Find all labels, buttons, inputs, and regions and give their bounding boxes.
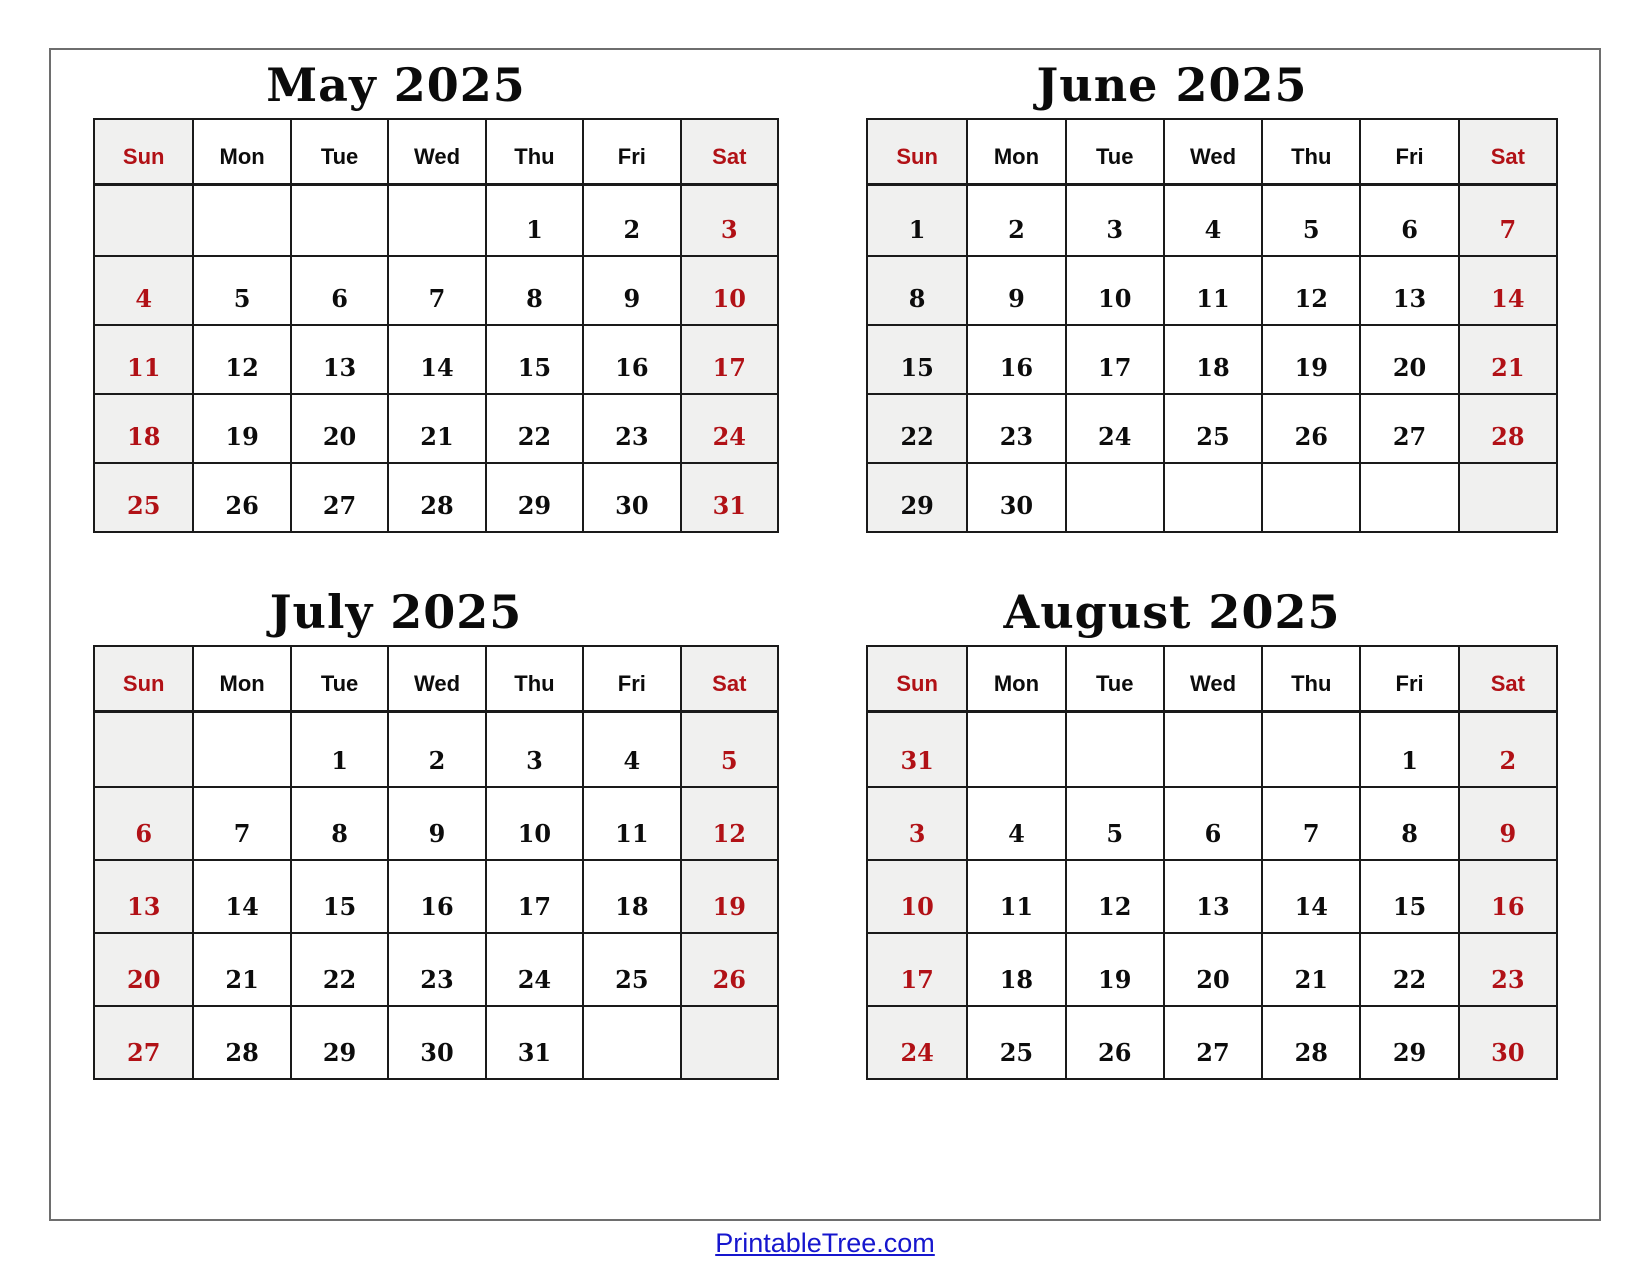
- day-cell: 21: [1458, 324, 1556, 393]
- month-calendar-july: [93, 582, 779, 1080]
- day-cell: 17: [485, 859, 582, 932]
- day-cell: 1: [1359, 713, 1457, 786]
- day-cell: 29: [485, 462, 582, 531]
- day-cell: 29: [290, 1005, 387, 1078]
- weekday-header-tue: Tue: [290, 647, 387, 713]
- day-cell: 26: [192, 462, 289, 531]
- day-cell: 13: [1163, 859, 1261, 932]
- day-cell: 25: [582, 932, 679, 1005]
- weekday-header-fri: Fri: [1359, 647, 1457, 713]
- day-cell: 10: [680, 255, 777, 324]
- day-cell: 22: [485, 393, 582, 462]
- day-cell: 9: [582, 255, 679, 324]
- day-cell: 22: [1359, 932, 1457, 1005]
- weekday-header-fri: Fri: [582, 120, 679, 186]
- weekday-header-mon: Mon: [966, 120, 1064, 186]
- weekday-header-sun: Sun: [868, 120, 966, 186]
- day-cell: 17: [868, 932, 966, 1005]
- day-cell: 20: [290, 393, 387, 462]
- day-cell: 8: [1359, 786, 1457, 859]
- weekday-header-thu: Thu: [485, 647, 582, 713]
- day-cell: 13: [1359, 255, 1457, 324]
- day-cell: 16: [1458, 859, 1556, 932]
- day-cell: 16: [582, 324, 679, 393]
- day-cell: 14: [387, 324, 484, 393]
- day-cell-empty: [1163, 713, 1261, 786]
- day-cell: 30: [1458, 1005, 1556, 1078]
- day-cell: 29: [1359, 1005, 1457, 1078]
- day-cell: 27: [1359, 393, 1457, 462]
- day-cell: 14: [1261, 859, 1359, 932]
- day-cell: 11: [582, 786, 679, 859]
- day-cell-empty: [95, 186, 192, 255]
- day-cell: 7: [387, 255, 484, 324]
- day-cell: 23: [582, 393, 679, 462]
- month-title-august: August 2025: [1003, 585, 1341, 639]
- weekday-header-sun: Sun: [95, 120, 192, 186]
- weekday-header-wed: Wed: [387, 120, 484, 186]
- weekday-header-mon: Mon: [966, 647, 1064, 713]
- day-cell: 4: [1163, 186, 1261, 255]
- weekday-header-thu: Thu: [485, 120, 582, 186]
- day-cell: 19: [192, 393, 289, 462]
- day-cell: 5: [192, 255, 289, 324]
- day-cell: 23: [966, 393, 1064, 462]
- day-cell-empty: [1065, 462, 1163, 531]
- month-title-may: May 2025: [266, 58, 526, 112]
- day-cell: 18: [95, 393, 192, 462]
- day-cell-empty: [680, 1005, 777, 1078]
- day-cell: 31: [868, 713, 966, 786]
- day-cell: 26: [1065, 1005, 1163, 1078]
- day-cell: 17: [680, 324, 777, 393]
- day-cell: 3: [868, 786, 966, 859]
- month-title-june: June 2025: [1036, 58, 1308, 112]
- day-cell: 8: [290, 786, 387, 859]
- weekday-header-thu: Thu: [1261, 120, 1359, 186]
- day-cell: 27: [95, 1005, 192, 1078]
- day-cell: 3: [485, 713, 582, 786]
- day-cell: 14: [192, 859, 289, 932]
- day-cell: 8: [485, 255, 582, 324]
- day-cell: 28: [387, 462, 484, 531]
- day-cell: 16: [966, 324, 1064, 393]
- day-cell: 29: [868, 462, 966, 531]
- day-cell: 10: [1065, 255, 1163, 324]
- day-cell: 6: [95, 786, 192, 859]
- day-cell: 4: [95, 255, 192, 324]
- day-cell: 12: [1261, 255, 1359, 324]
- day-cell: 7: [1261, 786, 1359, 859]
- day-cell: 25: [966, 1005, 1064, 1078]
- day-cell-empty: [387, 186, 484, 255]
- day-cell: 17: [1065, 324, 1163, 393]
- day-cell: 1: [290, 713, 387, 786]
- day-cell: 26: [680, 932, 777, 1005]
- month-calendar-august: [866, 582, 1558, 1080]
- month-calendar-june: [866, 55, 1558, 533]
- day-cell-empty: [1261, 713, 1359, 786]
- day-cell: 19: [1261, 324, 1359, 393]
- weekday-header-wed: Wed: [1163, 647, 1261, 713]
- weekday-header-sat: Sat: [680, 120, 777, 186]
- day-cell: 12: [1065, 859, 1163, 932]
- day-cell: 27: [1163, 1005, 1261, 1078]
- footer: [0, 1228, 1650, 1259]
- day-cell: 21: [192, 932, 289, 1005]
- weekday-header-mon: Mon: [192, 120, 289, 186]
- weekday-header-thu: Thu: [1261, 647, 1359, 713]
- day-cell: 28: [1261, 1005, 1359, 1078]
- month-grid-may: [93, 118, 779, 533]
- weekday-header-wed: Wed: [387, 647, 484, 713]
- weekday-header-sat: Sat: [680, 647, 777, 713]
- weekday-header-sun: Sun: [95, 647, 192, 713]
- day-cell: 15: [485, 324, 582, 393]
- weekday-header-mon: Mon: [192, 647, 289, 713]
- day-cell-empty: [1458, 462, 1556, 531]
- day-cell-empty: [290, 186, 387, 255]
- day-cell: 9: [387, 786, 484, 859]
- weekday-header-sat: Sat: [1458, 647, 1556, 713]
- day-cell: 18: [966, 932, 1064, 1005]
- day-cell: 5: [1261, 186, 1359, 255]
- day-cell: 30: [582, 462, 679, 531]
- day-cell: 12: [192, 324, 289, 393]
- day-cell: 20: [95, 932, 192, 1005]
- day-cell-empty: [192, 186, 289, 255]
- day-cell: 23: [387, 932, 484, 1005]
- day-cell-empty: [966, 713, 1064, 786]
- weekday-header-tue: Tue: [1065, 120, 1163, 186]
- day-cell: 19: [680, 859, 777, 932]
- day-cell: 26: [1261, 393, 1359, 462]
- day-cell: 2: [387, 713, 484, 786]
- day-cell: 21: [387, 393, 484, 462]
- day-cell: 28: [192, 1005, 289, 1078]
- day-cell: 24: [868, 1005, 966, 1078]
- day-cell: 31: [485, 1005, 582, 1078]
- day-cell: 20: [1359, 324, 1457, 393]
- day-cell: 4: [966, 786, 1064, 859]
- month-grid-august: [866, 645, 1558, 1080]
- day-cell: 10: [868, 859, 966, 932]
- day-cell-empty: [582, 1005, 679, 1078]
- month-grid-june: [866, 118, 1558, 533]
- day-cell-empty: [95, 713, 192, 786]
- day-cell: 6: [1163, 786, 1261, 859]
- day-cell-empty: [1163, 462, 1261, 531]
- day-cell: 5: [680, 713, 777, 786]
- day-cell: 9: [1458, 786, 1556, 859]
- day-cell: 1: [485, 186, 582, 255]
- day-cell: 18: [582, 859, 679, 932]
- day-cell: 7: [1458, 186, 1556, 255]
- day-cell-empty: [1065, 713, 1163, 786]
- day-cell-empty: [1261, 462, 1359, 531]
- weekday-header-tue: Tue: [1065, 647, 1163, 713]
- day-cell: 24: [1065, 393, 1163, 462]
- day-cell: 5: [1065, 786, 1163, 859]
- weekday-header-tue: Tue: [290, 120, 387, 186]
- day-cell: 18: [1163, 324, 1261, 393]
- day-cell: 24: [485, 932, 582, 1005]
- day-cell: 11: [95, 324, 192, 393]
- day-cell: 2: [582, 186, 679, 255]
- day-cell: 21: [1261, 932, 1359, 1005]
- day-cell: 11: [1163, 255, 1261, 324]
- month-calendar-may: [93, 55, 779, 533]
- day-cell: 13: [95, 859, 192, 932]
- day-cell: 24: [680, 393, 777, 462]
- day-cell-empty: [1359, 462, 1457, 531]
- day-cell: 15: [290, 859, 387, 932]
- weekday-header-fri: Fri: [1359, 120, 1457, 186]
- day-cell: 6: [290, 255, 387, 324]
- day-cell: 6: [1359, 186, 1457, 255]
- day-cell-empty: [192, 713, 289, 786]
- day-cell: 20: [1163, 932, 1261, 1005]
- day-cell: 31: [680, 462, 777, 531]
- weekday-header-sat: Sat: [1458, 120, 1556, 186]
- day-cell: 2: [1458, 713, 1556, 786]
- day-cell: 15: [868, 324, 966, 393]
- day-cell: 9: [966, 255, 1064, 324]
- day-cell: 2: [966, 186, 1064, 255]
- day-cell: 27: [290, 462, 387, 531]
- day-cell: 25: [95, 462, 192, 531]
- day-cell: 1: [868, 186, 966, 255]
- day-cell: 22: [868, 393, 966, 462]
- day-cell: 12: [680, 786, 777, 859]
- weekday-header-fri: Fri: [582, 647, 679, 713]
- day-cell: 8: [868, 255, 966, 324]
- day-cell: 10: [485, 786, 582, 859]
- day-cell: 30: [966, 462, 1064, 531]
- day-cell: 3: [680, 186, 777, 255]
- day-cell: 4: [582, 713, 679, 786]
- day-cell: 7: [192, 786, 289, 859]
- day-cell: 13: [290, 324, 387, 393]
- day-cell: 28: [1458, 393, 1556, 462]
- month-title-july: July 2025: [269, 585, 523, 639]
- day-cell: 22: [290, 932, 387, 1005]
- day-cell: 25: [1163, 393, 1261, 462]
- day-cell: 16: [387, 859, 484, 932]
- day-cell: 3: [1065, 186, 1163, 255]
- day-cell: 23: [1458, 932, 1556, 1005]
- day-cell: 11: [966, 859, 1064, 932]
- month-grid-july: [93, 645, 779, 1080]
- weekday-header-wed: Wed: [1163, 120, 1261, 186]
- day-cell: 15: [1359, 859, 1457, 932]
- day-cell: 19: [1065, 932, 1163, 1005]
- printabletree-link[interactable]: PrintableTree.com: [715, 1228, 935, 1258]
- day-cell: 30: [387, 1005, 484, 1078]
- day-cell: 14: [1458, 255, 1556, 324]
- weekday-header-sun: Sun: [868, 647, 966, 713]
